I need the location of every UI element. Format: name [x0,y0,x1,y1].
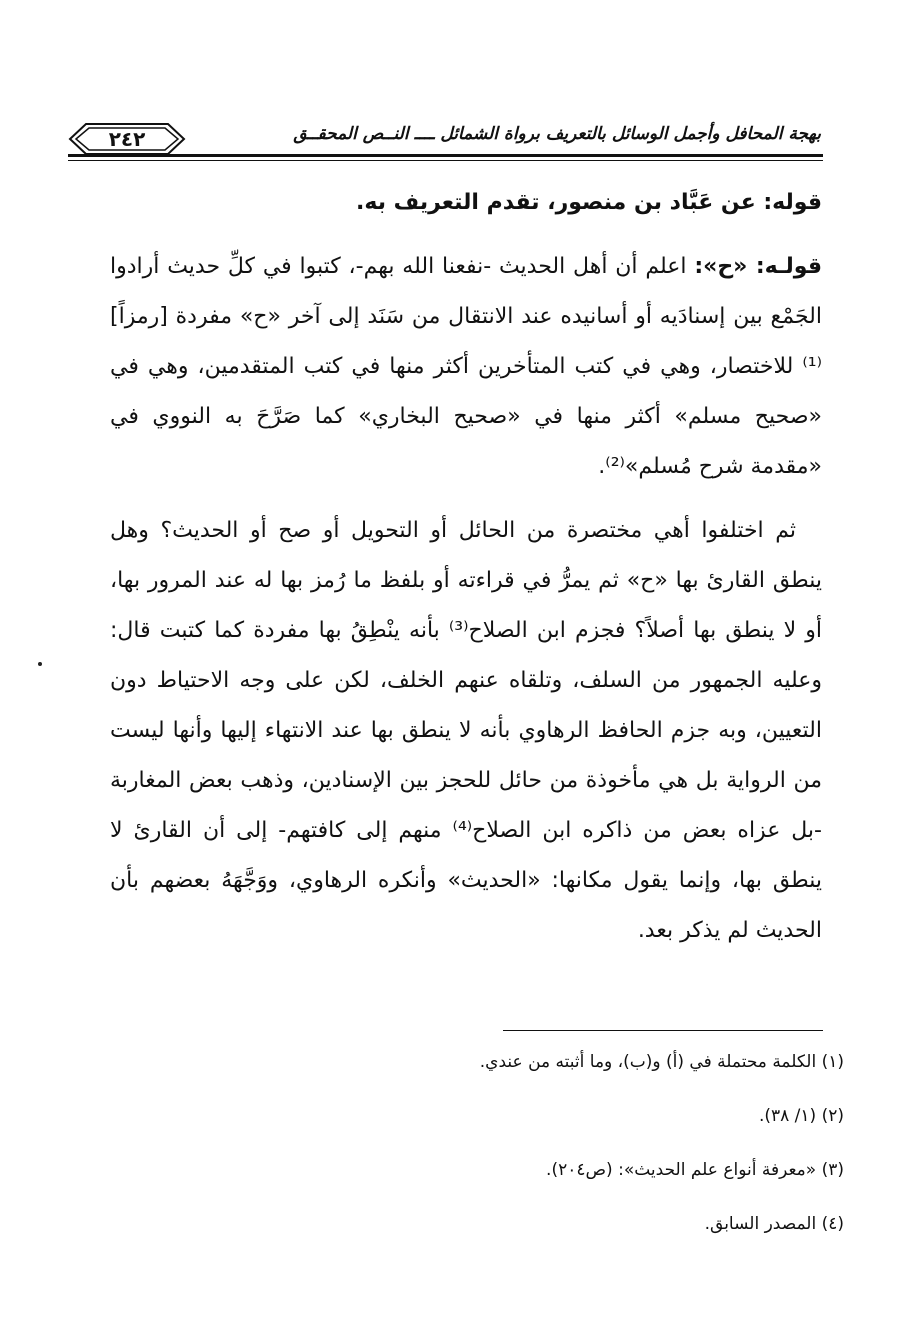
paragraph-text: اعلم أن أهل الحديث -نفعنا الله بهم-، كتبوا في كلِّ حديث أرادوا الجَمْع بين إسنادَيه أو أسانيده عند الانتقال من سَنَد إلى آخر «ح» مفردة [رمزاً]⁽¹⁾ للاختصار، وهي في كتب المتأخرين أكثر منها في كتب المتقدمين، وهي في «صحيح مسلم» أكثر منها في «صحيح البخاري» كما صَرَّحَ به النووي في «مقدمة شرح مُسلم»⁽²⁾. [110,254,822,479]
running-title: بهجة المحافل وأجمل الوسائل بالتعريف برواة الشمائل ــــ النــص المحقــق [293,124,821,144]
margin-dot [38,662,42,666]
footnote-1: (١) الكلمة محتملة في (أ) و(ب)، وما أثبته من عندي. [479,1052,844,1072]
main-text [110,178,822,970]
header-rule [68,154,823,157]
paragraph-2 [110,506,822,956]
page-header [68,118,823,170]
page-number: ٢٤٢ [108,127,146,151]
page-number-badge [68,122,186,156]
paragraph-1 [110,242,822,492]
footnote-4: (٤) المصدر السابق. [704,1214,844,1234]
footnote-2: (٢) (١/ ٣٨). [758,1106,844,1126]
footnote-3: (٣) «معرفة أنواع علم الحديث»: (ص٢٠٤). [546,1160,844,1180]
paragraph-lead: قولـه: «ح»: [694,254,822,279]
heading-line: قوله: عن عَبَّاد بن منصور، تقدم التعريف به. [356,190,822,215]
paragraph-text: ثم اختلفوا أهي مختصرة من الحائل أو التحويل أو صح أو الحديث؟ وهل ينطق القارئ بها «ح» ثم يمرُّ في قراءته أو بلفظ ما رُمز بها له عند المرور بها، أو لا ينطق بها أصلاً؟ فجزم ابن الصلاح⁽³⁾ بأنه ينْطِقُ بها مفردة كما كتبت قال: وعليه الجمهور من السلف، وتلقاه عنهم الخلف، لكن على وجه الاحتياط دون التعيين، وبه جزم الحافظ الرهاوي بأنه لا ينطق بها عند الانتهاء إليها وأنها ليست من الرواية بل هي مأخوذة من حائل للحجز بين الإسنادين، وذهب بعض المغاربة -بل عزاه بعض من ذاكره ابن الصلاح⁽⁴⁾ منهم إلى كافتهم- إلى أن القارئ لا ينطق بها، وإنما يقول مكانها: «الحديث» وأنكره الرهاوي، ووَجَّهَهُ بعضهم بأن الحديث لم يذكر بعد. [110,518,822,943]
footnotes [150,1040,844,1256]
header-rule-thin [68,160,823,161]
footnote-separator [503,1030,823,1031]
